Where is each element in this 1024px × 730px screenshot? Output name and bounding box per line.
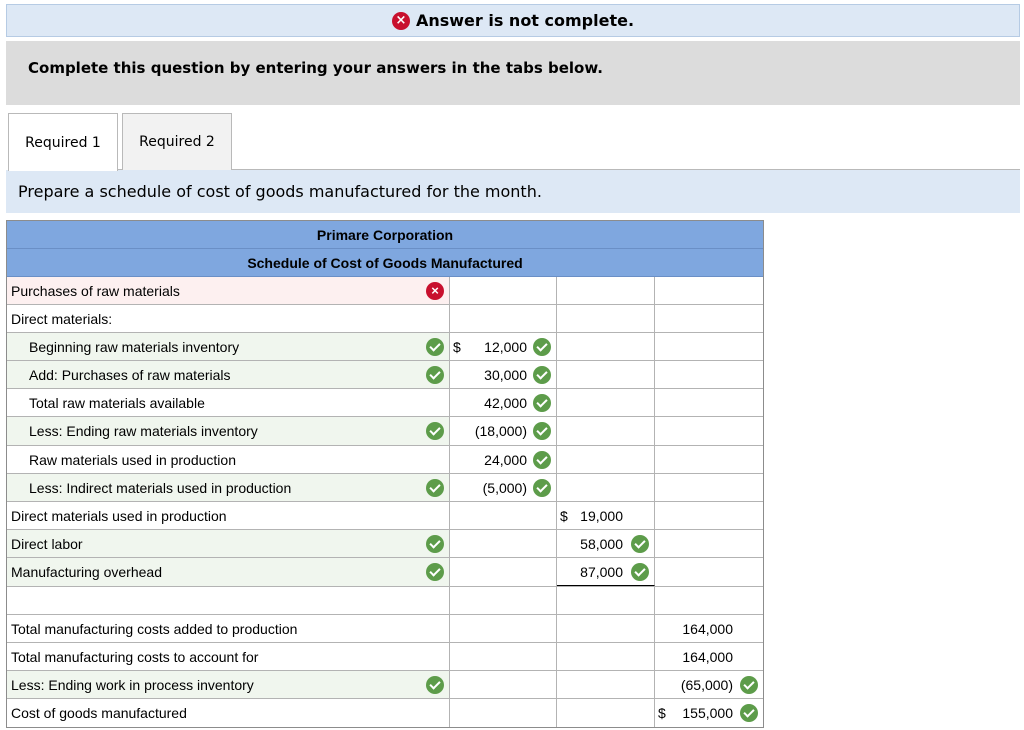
label-select[interactable]: Less: Ending work in process inventory bbox=[7, 671, 450, 698]
amount-input[interactable] bbox=[655, 587, 763, 614]
amount-input[interactable] bbox=[557, 361, 655, 388]
row-label: Total manufacturing costs to account for bbox=[7, 643, 450, 670]
amount-input[interactable] bbox=[655, 333, 763, 360]
question-prompt: Prepare a schedule of cost of goods manufactured for the month. bbox=[6, 170, 1020, 213]
amount-input[interactable]: $ 19,000 bbox=[557, 502, 655, 529]
correct-check-icon bbox=[426, 338, 444, 356]
amount-input[interactable] bbox=[450, 530, 557, 557]
amount-input[interactable] bbox=[655, 417, 763, 445]
incorrect-x-icon: × bbox=[426, 282, 444, 300]
correct-check-icon bbox=[533, 451, 551, 469]
amount-input[interactable] bbox=[450, 671, 557, 698]
amount-input[interactable]: (18,000) bbox=[450, 417, 557, 445]
amount-input[interactable]: 164,000 bbox=[682, 620, 733, 637]
amount-input[interactable] bbox=[655, 361, 763, 388]
amount-input[interactable]: (5,000) bbox=[450, 474, 557, 501]
amount-input[interactable]: 87,000 bbox=[557, 558, 655, 586]
amount-input[interactable] bbox=[655, 474, 763, 501]
table-row bbox=[7, 446, 763, 474]
table-row bbox=[7, 305, 763, 333]
tab-required-2[interactable]: Required 2 bbox=[122, 113, 232, 170]
table-row bbox=[7, 699, 763, 727]
amount-input[interactable] bbox=[450, 615, 557, 642]
correct-check-icon bbox=[426, 535, 444, 553]
table-row bbox=[7, 389, 763, 417]
amount-input[interactable] bbox=[655, 502, 763, 529]
amount-input[interactable]: 30,000 bbox=[450, 361, 557, 388]
amount-input[interactable]: 24,000 bbox=[450, 446, 557, 473]
row-label: Direct materials: bbox=[7, 305, 450, 332]
amount-input[interactable] bbox=[655, 305, 763, 332]
company-name: Primare Corporation bbox=[7, 221, 763, 249]
table-row bbox=[7, 530, 763, 558]
label-select[interactable]: Less: Ending raw materials inventory bbox=[7, 417, 450, 445]
amount-input[interactable]: 42,000 bbox=[450, 389, 557, 416]
table-row bbox=[7, 558, 763, 587]
correct-check-icon bbox=[426, 479, 444, 497]
row-label: Total manufacturing costs added to production bbox=[7, 615, 450, 642]
label-select[interactable]: Manufacturing overhead bbox=[7, 558, 450, 586]
tab-bar bbox=[8, 113, 1020, 170]
amount-input[interactable]: 58,000 bbox=[557, 530, 655, 557]
instructions: Complete this question by entering your answers in the tabs below. bbox=[6, 41, 1020, 105]
table-row bbox=[7, 333, 763, 361]
row-label: Cost of goods manufactured bbox=[7, 699, 450, 727]
amount-input[interactable] bbox=[557, 587, 655, 614]
correct-check-icon bbox=[533, 338, 551, 356]
correct-check-icon bbox=[426, 563, 444, 581]
amount-input[interactable] bbox=[557, 446, 655, 473]
table-row bbox=[7, 615, 763, 643]
label-select[interactable]: Purchases of raw materials × bbox=[7, 277, 450, 304]
tab-required-1[interactable]: Required 1 bbox=[8, 113, 118, 171]
amount-input[interactable]: (65,000) bbox=[655, 671, 763, 698]
table-row bbox=[7, 474, 763, 502]
amount-input[interactable]: 164,000 bbox=[682, 648, 733, 665]
schedule-table bbox=[6, 220, 764, 728]
amount-input[interactable] bbox=[450, 558, 557, 586]
schedule-title: Schedule of Cost of Goods Manufactured bbox=[7, 249, 763, 277]
row-label: Direct materials used in production bbox=[7, 502, 450, 529]
correct-check-icon bbox=[740, 704, 758, 722]
answer-status-banner bbox=[6, 4, 1020, 37]
table-row bbox=[7, 587, 763, 615]
amount-input[interactable] bbox=[655, 530, 763, 557]
amount-input[interactable] bbox=[557, 277, 655, 304]
x-circle-icon: × bbox=[392, 12, 410, 30]
row-label: Raw materials used in production bbox=[7, 446, 450, 473]
correct-check-icon bbox=[426, 366, 444, 384]
amount-input[interactable] bbox=[450, 277, 557, 304]
correct-check-icon bbox=[426, 422, 444, 440]
correct-check-icon bbox=[740, 676, 758, 694]
amount-input[interactable] bbox=[557, 474, 655, 501]
table-row bbox=[7, 502, 763, 530]
row-label: Total raw materials available bbox=[7, 389, 450, 416]
amount-input[interactable] bbox=[655, 389, 763, 416]
correct-check-icon bbox=[533, 422, 551, 440]
table-row bbox=[7, 361, 763, 389]
amount-input[interactable] bbox=[655, 558, 763, 586]
label-select[interactable]: Add: Purchases of raw materials bbox=[7, 361, 450, 388]
amount-input[interactable] bbox=[450, 305, 557, 332]
label-select[interactable]: Less: Indirect materials used in production bbox=[7, 474, 450, 501]
amount-input[interactable] bbox=[450, 587, 557, 614]
label-select[interactable]: Beginning raw materials inventory bbox=[7, 333, 450, 360]
amount-input[interactable] bbox=[557, 615, 655, 642]
banner-text: Answer is not complete. bbox=[415, 11, 635, 30]
amount-input[interactable] bbox=[557, 643, 655, 670]
table-row bbox=[7, 643, 763, 671]
table-row bbox=[7, 417, 763, 446]
correct-check-icon bbox=[631, 535, 649, 553]
amount-input[interactable] bbox=[655, 277, 763, 304]
label-select[interactable] bbox=[7, 587, 450, 614]
amount-input[interactable] bbox=[450, 643, 557, 670]
amount-input[interactable]: $ 155,000 bbox=[655, 699, 763, 727]
amount-input[interactable] bbox=[557, 699, 655, 727]
correct-check-icon bbox=[631, 563, 649, 581]
amount-input[interactable] bbox=[450, 699, 557, 727]
amount-input[interactable] bbox=[557, 389, 655, 416]
amount-input[interactable]: $ 12,000 bbox=[450, 333, 557, 360]
amount-input[interactable] bbox=[557, 671, 655, 698]
label-select[interactable]: Direct labor bbox=[7, 530, 450, 557]
correct-check-icon bbox=[533, 394, 551, 412]
amount-input[interactable] bbox=[557, 333, 655, 360]
table-row bbox=[7, 671, 763, 699]
amount-input[interactable] bbox=[655, 446, 763, 473]
amount-input[interactable] bbox=[557, 305, 655, 332]
amount-input[interactable] bbox=[450, 502, 557, 529]
table-row bbox=[7, 277, 763, 305]
amount-input[interactable] bbox=[557, 417, 655, 445]
correct-check-icon bbox=[533, 366, 551, 384]
correct-check-icon bbox=[426, 676, 444, 694]
correct-check-icon bbox=[533, 479, 551, 497]
